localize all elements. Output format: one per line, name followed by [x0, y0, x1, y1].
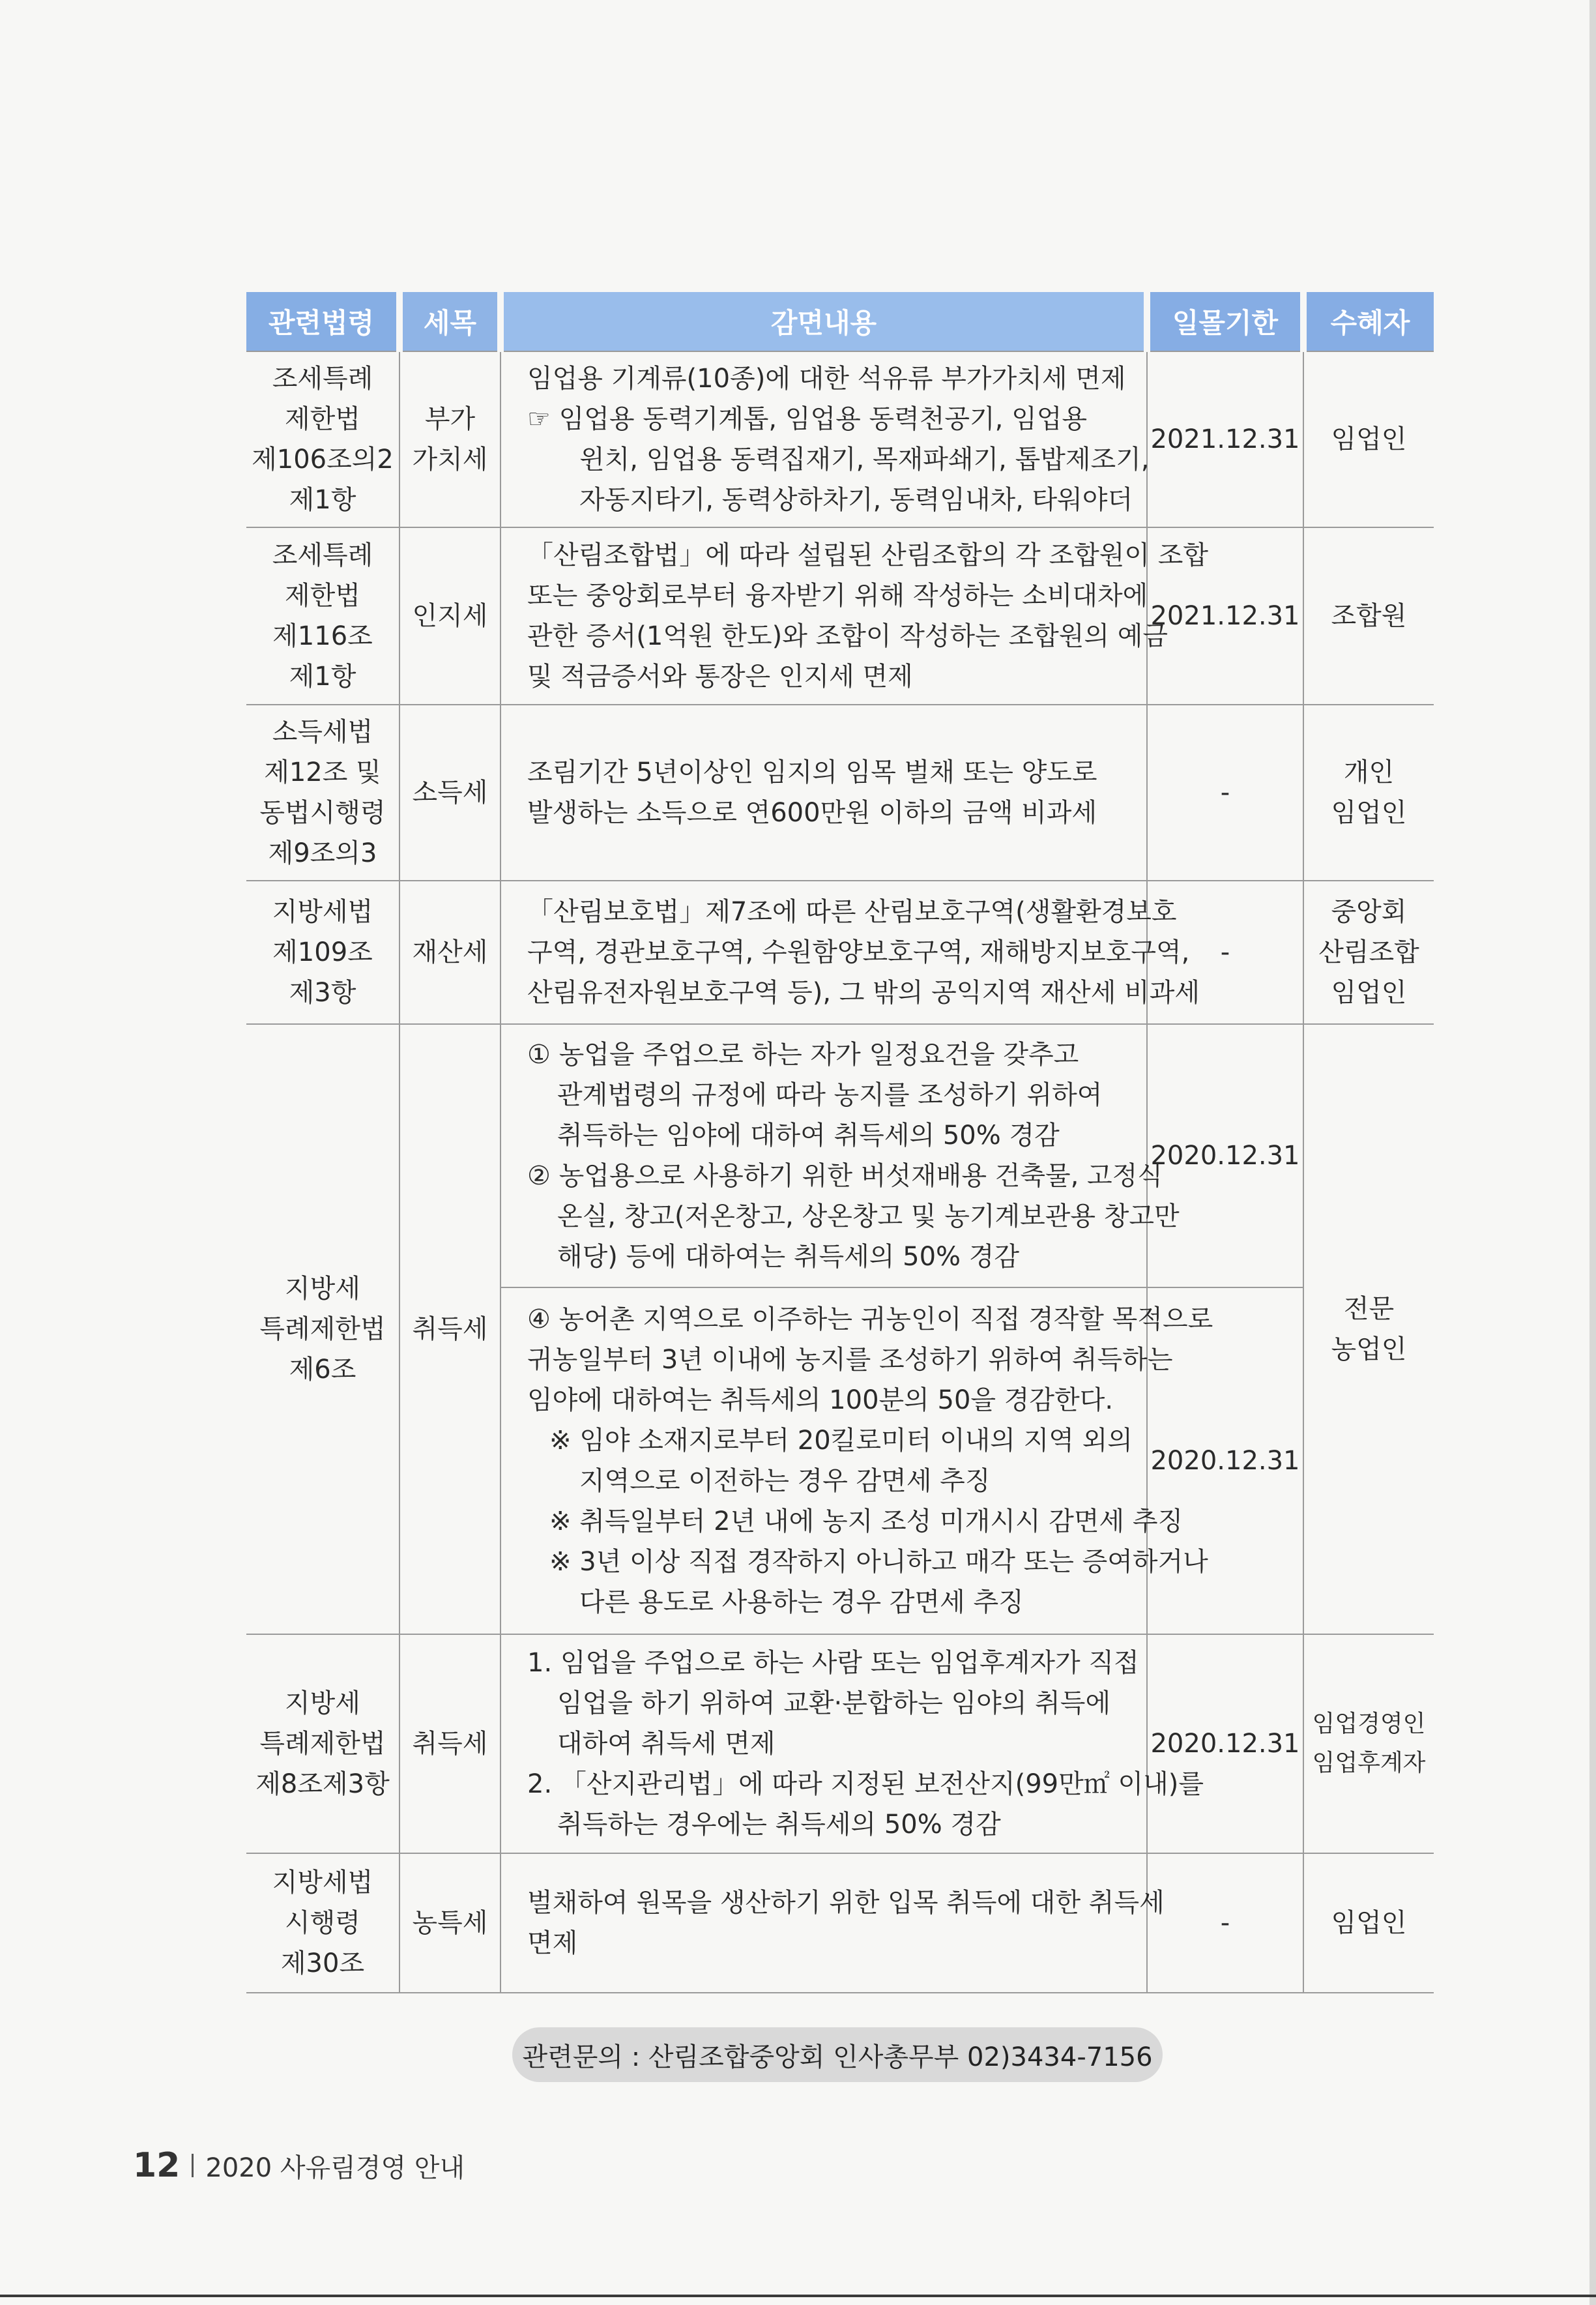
content-line: 관한 증서(1억원 한도)와 조합이 작성하는 조합원의 예금	[527, 621, 1168, 651]
beneficiary-line: 임업인	[1331, 978, 1407, 1008]
content-line: 「산림조합법」에 따라 설립된 산림조합의 각 조합원이 조합	[527, 540, 1209, 570]
header-content: 감면내용	[501, 292, 1147, 351]
header-beneficiary: 수혜자	[1303, 292, 1434, 351]
beneficiary-line: 개인	[1343, 757, 1395, 787]
content-line: ④ 농어촌 지역으로 이주하는 귀농인이 직접 경작할 목적으로	[527, 1304, 1213, 1334]
content-line: 임야에 대하여는 취득세의 100분의 50을 경감한다.	[527, 1385, 1114, 1415]
tax-cell	[399, 527, 501, 705]
tax-line: 인지세	[412, 601, 488, 631]
law-line: 특례제한법	[259, 1729, 386, 1759]
content-line: 구역, 경관보호구역, 수원함양보호구역, 재해방지보호구역,	[527, 937, 1190, 967]
beneficiary-line: 농업인	[1331, 1334, 1407, 1364]
tax-line: 재산세	[412, 937, 488, 967]
page-bottom-edge	[0, 2295, 1596, 2297]
content-line: 관계법령의 규정에 따라 농지를 조성하기 위하여	[557, 1080, 1103, 1110]
beneficiary-line: 산림조합	[1318, 937, 1419, 967]
law-line: 소득세법	[272, 717, 373, 747]
law-cell	[246, 1853, 399, 1993]
content-cell	[501, 1634, 1204, 1853]
content-line: ※ 3년 이상 직접 경작하지 아니하고 매각 또는 증여하거나	[549, 1547, 1208, 1577]
content-cell	[501, 1287, 1213, 1634]
content-line: ☞ 임업용 동력기계톱, 임업용 동력천공기, 임업용	[527, 404, 1088, 434]
beneficiary-line: 조합원	[1331, 601, 1407, 631]
tax-line: 가치세	[412, 445, 488, 475]
law-line: 조세특례	[272, 540, 373, 570]
content-cell	[501, 1024, 1180, 1287]
content-line: ② 농업용으로 사용하기 위한 버섯재배용 건축물, 고정식	[527, 1161, 1163, 1191]
beneficiary-cell	[1303, 881, 1434, 1024]
law-line: 조세특례	[272, 364, 373, 394]
page-edge	[1589, 0, 1596, 2305]
table-header-row	[246, 292, 1434, 351]
content-cell	[501, 881, 1200, 1024]
content-cell	[501, 1853, 1165, 1993]
content-line: 임업용 기계류(10종)에 대한 석유류 부가가치세 면제	[527, 364, 1126, 394]
law-cell	[246, 351, 399, 527]
law-line: 제9조의3	[268, 838, 377, 868]
beneficiary-cell	[1303, 705, 1434, 881]
content-line: 취득하는 임야에 대하여 취득세의 50% 경감	[557, 1121, 1060, 1151]
header-law: 관련법령	[246, 292, 399, 351]
deadline-cell: -	[1147, 881, 1303, 1024]
beneficiary-line: 중앙회	[1331, 897, 1407, 927]
header-tax: 세목	[399, 292, 501, 351]
law-line: 제106조의2	[252, 445, 394, 475]
law-line: 특례제한법	[259, 1314, 386, 1344]
content-line: 귀농일부터 3년 이내에 농지를 조성하기 위하여 취득하는	[527, 1345, 1173, 1375]
tax-line: 부가	[424, 404, 476, 434]
beneficiary-line: 임업인	[1331, 1908, 1407, 1938]
tax-line: 취득세	[412, 1729, 488, 1759]
beneficiary-cell	[1303, 1853, 1434, 1993]
law-line: 제8조제3항	[255, 1769, 390, 1799]
beneficiary-cell	[1303, 1024, 1434, 1634]
tax-cell	[399, 881, 501, 1024]
deadline-cell: 2021.12.31	[1147, 527, 1303, 705]
content-cell	[501, 705, 1147, 881]
deadline-cell: -	[1147, 705, 1303, 881]
content-line: 지역으로 이전하는 경우 감면세 추징	[579, 1466, 991, 1496]
tax-cell	[399, 351, 501, 527]
law-line: 지방세	[285, 1688, 360, 1718]
law-line: 동법시행령	[259, 798, 386, 828]
law-line: 제30조	[280, 1948, 365, 1978]
law-cell	[246, 705, 399, 881]
content-line: 취득하는 경우에는 취득세의 50% 경감	[557, 1810, 1001, 1840]
content-cell	[501, 527, 1209, 705]
law-line: 제한법	[285, 404, 360, 434]
tax-line: 소득세	[412, 778, 488, 808]
beneficiary-cell	[1303, 527, 1434, 705]
content-line: 1. 임업을 주업으로 하는 사람 또는 임업후계자가 직접	[527, 1648, 1139, 1678]
tax-line: 농특세	[412, 1908, 488, 1938]
law-line: 제1항	[289, 485, 356, 515]
deadline-cell: 2020.12.31	[1147, 1024, 1303, 1287]
tax-line: 취득세	[412, 1314, 488, 1344]
law-line: 제한법	[285, 581, 360, 611]
content-line: 벌채하여 원목을 생산하기 위한 입목 취득에 대한 취득세	[527, 1888, 1165, 1918]
content-line: 「산림보호법」제7조에 따른 산림보호구역(생활환경보호	[527, 897, 1177, 927]
law-cell	[246, 881, 399, 1024]
content-line: 발생하는 소득으로 연600만원 이하의 금액 비과세	[527, 798, 1097, 828]
table-row	[246, 351, 1434, 527]
law-cell	[246, 527, 399, 705]
beneficiary-line: 임업인	[1331, 424, 1407, 454]
content-line: 또는 중앙회로부터 융자받기 위해 작성하는 소비대차에	[527, 581, 1148, 611]
content-cell	[501, 351, 1150, 527]
law-line: 시행령	[285, 1908, 360, 1938]
law-line: 제12조 및	[264, 757, 381, 787]
table-row	[246, 1024, 1434, 1287]
tax-benefit-table	[246, 292, 1434, 1993]
deadline-cell: 2021.12.31	[1147, 351, 1303, 527]
law-line: 제3항	[289, 978, 356, 1008]
content-line: ※ 임야 소재지로부터 20킬로미터 이내의 지역 외의	[549, 1426, 1133, 1456]
content-line: 임업을 하기 위하여 교환·분합하는 임야의 취득에	[557, 1688, 1111, 1718]
law-line: 지방세	[285, 1274, 360, 1304]
header-deadline: 일몰기한	[1147, 292, 1303, 351]
content-line: 다른 용도로 사용하는 경우 감면세 추징	[579, 1587, 1024, 1617]
content-line: 윈치, 임업용 동력집재기, 목재파쇄기, 톱밥제조기,	[579, 445, 1150, 475]
contact-note: 관련문의 : 산림조합중앙회 인사총무부 02)3434-7156	[512, 2027, 1163, 2082]
deadline-cell: 2020.12.31	[1147, 1287, 1303, 1634]
tax-cell	[399, 1024, 501, 1634]
footer-divider	[192, 2154, 194, 2177]
beneficiary-line: 임업후계자	[1312, 1750, 1426, 1776]
content-line: 조림기간 5년이상인 임지의 임목 벌채 또는 양도로	[527, 757, 1097, 787]
page-footer	[133, 2146, 465, 2185]
content-line: 대하여 취득세 면제	[557, 1729, 776, 1759]
beneficiary-line: 전문	[1343, 1294, 1395, 1324]
law-line: 지방세법	[272, 897, 373, 927]
law-cell	[246, 1024, 399, 1634]
tax-cell	[399, 1634, 501, 1853]
law-line: 제1항	[289, 662, 356, 692]
beneficiary-cell	[1303, 351, 1434, 527]
content-line: 온실, 창고(저온창고, 상온창고 및 농기계보관용 창고만	[557, 1201, 1180, 1231]
law-line: 제6조	[289, 1355, 356, 1385]
content-line: ① 농업을 주업으로 하는 자가 일정요건을 갖추고	[527, 1040, 1079, 1070]
content-line: 산림유전자원보호구역 등), 그 밖의 공익지역 재산세 비과세	[527, 978, 1200, 1008]
content-line: 자동지타기, 동력상하차기, 동력임내차, 타워야더	[579, 485, 1133, 515]
deadline-cell: -	[1147, 1853, 1303, 1993]
beneficiary-line: 임업인	[1331, 798, 1407, 828]
page-number: 12	[133, 2146, 181, 2185]
law-line: 지방세법	[272, 1868, 373, 1898]
tax-cell	[399, 1853, 501, 1993]
table-row	[246, 1853, 1434, 1993]
content-line: 2. 「산지관리법」에 따라 지정된 보전산지(99만㎡ 이내)를	[527, 1769, 1204, 1799]
content-line: 및 적금증서와 통장은 인지세 면제	[527, 662, 913, 692]
footer-title: 2020 사유림경영 안내	[205, 2152, 465, 2183]
deadline-cell: 2020.12.31	[1147, 1634, 1303, 1853]
beneficiary-line: 임업경영인	[1312, 1710, 1426, 1737]
table-row	[246, 705, 1434, 881]
beneficiary-cell	[1303, 1634, 1434, 1853]
law-line: 제109조	[272, 937, 373, 967]
content-line: ※ 취득일부터 2년 내에 농지 조성 미개시시 감면세 추징	[549, 1506, 1183, 1536]
content-line: 해당) 등에 대하여는 취득세의 50% 경감	[557, 1242, 1020, 1272]
tax-cell	[399, 705, 501, 881]
table-row	[246, 1634, 1434, 1853]
table-row	[246, 881, 1434, 1024]
law-cell	[246, 1634, 399, 1853]
law-line: 제116조	[272, 621, 373, 651]
table-row	[246, 527, 1434, 705]
content-line: 면제	[527, 1928, 578, 1958]
